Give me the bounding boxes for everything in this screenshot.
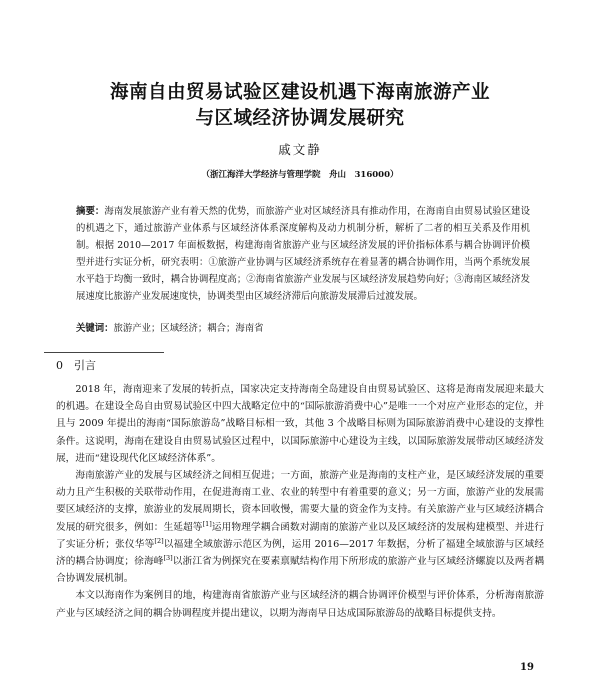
keywords-text: 旅游产业；区域经济；耦合；海南省	[113, 323, 264, 334]
author-name: 戚文静	[278, 142, 322, 157]
paragraph-2-part-a: 海南旅游产业的发展与区域经济之间相互促进；一方面，旅游产业是海南的支柱产业，是区域经济发展的重要动力且产生积极的关联带动作用，在促进海南工业、农业的转型中有着重要的意义；另一方面，旅游产业的发展需要区域经济的支撑，旅游业的发展周期长，资本回收慢，需要大量的资金作为支持。有关旅游产业与区域经济耦合发展的研究很多，例如：生延超等	[56, 470, 544, 533]
citation-ref-1: [1]	[202, 519, 212, 528]
keywords-label: 关键词：	[76, 323, 114, 334]
author-affiliation: （浙江海洋大学经济与管理学院 舟山 316000）	[201, 170, 399, 180]
abstract-text: 海南发展旅游产业有着天然的优势，而旅游产业对区域经济具有推动作用，在海南自由贸易试验区建设的机遇之下，通过旅游产业体系与区域经济体系深度解构及动力机制分析，解析了二者的相互关系及作用机制。根据 2010—2017 年面板数据，构建海南省旅游产业与区域经济发展的评价指标体系与耦合协调评价模型并进行实证分析，研究表明：①旅游产业协调与区域经济系统存在着显著的耦合协调作用，当两个系统发展水平趋于均衡一致时，耦合协调程度高；②海南省旅游产业发展与区域经济发展趋势向好；③海南区域经济发展速度比旅游产业发展速度快，协调类型由区域经济滞后向旅游发展滞后过渡发展。	[76, 206, 530, 302]
paragraph-2-part-b: 运用物理学耦合函数对湖南的旅游产业以及区域经济的发展构建模型、并进行了实证分析；张仪华等	[56, 521, 545, 550]
citation-ref-3: [3]	[163, 553, 173, 562]
abstract	[76, 203, 530, 305]
body-paragraph-3: 本文以海南作为案例目的地，构建海南省旅游产业与区域经济的耦合协调评价模型与评价体系，分析海南旅游产业与区域经济之间的耦合协调程度并提出建议，以期为海南早日达成国际旅游岛的战略目标提供支持。	[56, 590, 544, 619]
section-heading-introduction: 0 引言	[56, 359, 96, 372]
body-paragraph-1: 2018 年，海南迎来了发展的转折点，国家决定支持海南全岛建设自由贸易试验区、这将是海南发展迎来最大的机遇。在建设全岛自由贸易试验区中四大战略定位中的“国际旅游消费中心”是唯一一个对应产业形态的定位，并且与 2009 年提出的海南“国际旅游岛”战略目标相一致，其他 3 个战略目标则为国际旅游消费中心建设的支撑性条件。这说明，海南在建设自由贸易试验区过程中，以国际旅游中心建设为主线，以国际旅游发展带动区域经济发展，进而“建设现代化区域经济体系”。	[56, 384, 544, 464]
body-paragraph-2	[56, 467, 544, 587]
article-title-line-2: 与区域经济协调发展研究	[195, 108, 405, 129]
page-number: 19	[520, 662, 534, 673]
body-text	[56, 381, 544, 622]
paragraph-2-part-c: 以福建全域旅游示范区为例，运用 2016—2017 年数据，分析了福建全域旅游与区域经济的耦合协调度；徐海峰	[56, 538, 545, 568]
abstract-label: 摘要：	[76, 206, 105, 217]
article-title-line-1: 海南自由贸易试验区建设机遇下海南旅游产业	[109, 82, 490, 103]
citation-ref-2: [2]	[154, 536, 164, 545]
keywords	[76, 320, 530, 337]
section-divider	[44, 352, 164, 353]
article-title	[60, 80, 540, 132]
paragraph-2-part-d: 以浙江省为例探究在要素禀赋结构作用下所形成的旅游产业与区域经济螺旋以及两者耦合协调发展机制。	[56, 556, 544, 585]
